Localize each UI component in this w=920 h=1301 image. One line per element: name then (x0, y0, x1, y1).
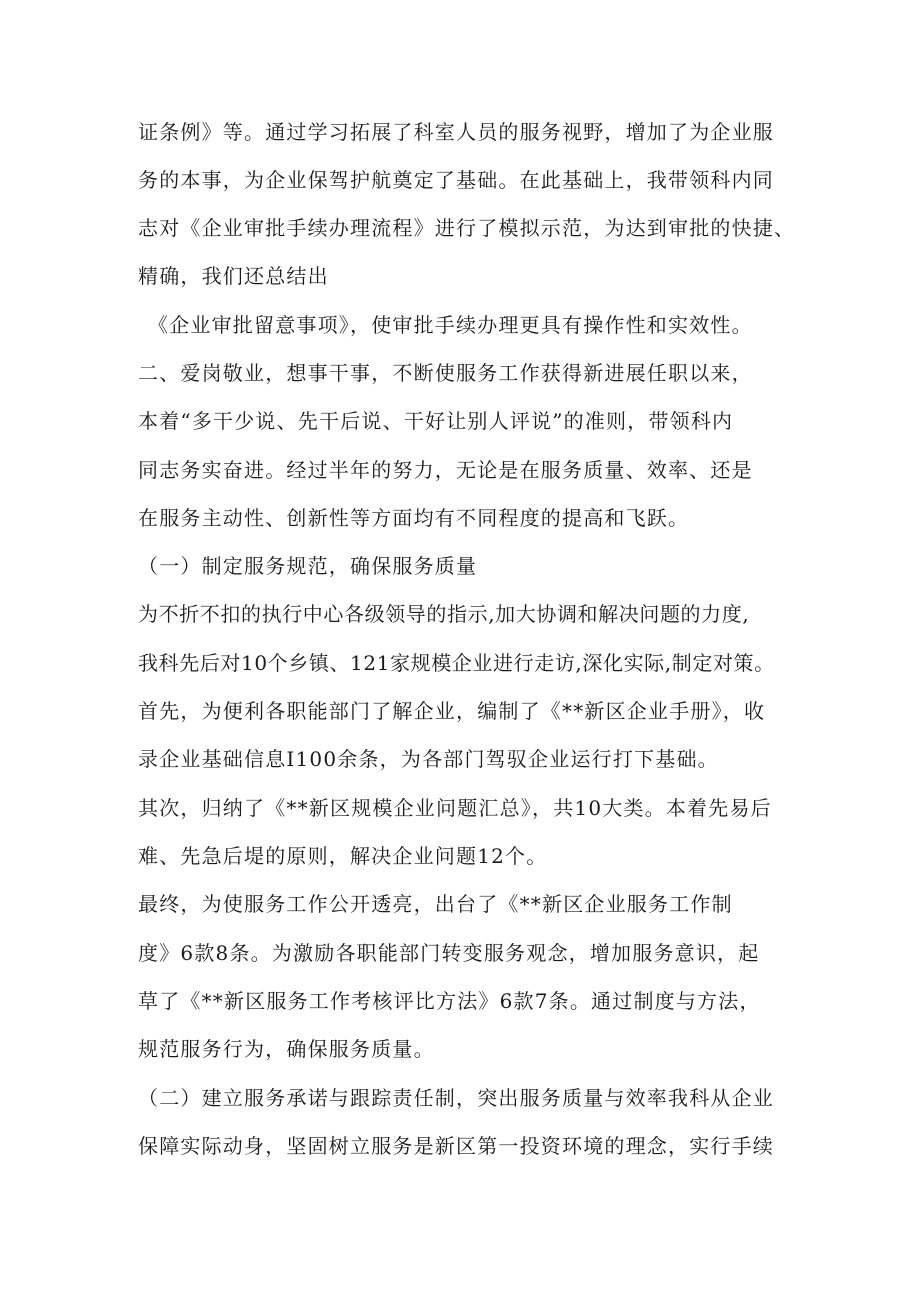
text-line: 精确，我们还总结出 (138, 264, 329, 288)
text-line: 其次，归纳了《**新区规模企业问题汇总》，共10大类。本着先易后 (138, 796, 772, 820)
text-line: 同志务实奋进。经过半年的努力，无论是在服务质量、效率、还是 (138, 458, 753, 482)
text-line: 度》6款8条。为激励各职能部门转变服务观念，增加服务意识，起 (138, 941, 760, 965)
text-line: 难、先急后堤的原则，解决企业问题12个。 (138, 844, 548, 868)
text-line: 草了《**新区服务工作考核评比方法》6款7条。通过制度与方法， (138, 989, 761, 1013)
text-line: 《企业审批留意事项》，使审批手续办理更具有操作性和实效性。 (148, 313, 753, 337)
text-line: 我科先后对10个乡镇、121家规模企业进行走访,深化实际,制定对策。 (138, 651, 775, 675)
subsection-heading: （二）建立服务承诺与跟踪责任制，突出服务质量与效率我科从企业 (138, 1086, 774, 1110)
text-line: 本着“多干少说、先干后说、干好让别人评说”的准则，带领科内 (138, 409, 734, 433)
section-heading: 二、爱岗敬业，想事干事，不断使服务工作获得新进展任职以来， (138, 361, 753, 385)
text-line: 规范服务行为，确保服务质量。 (138, 1037, 435, 1061)
text-line: 在服务主动性、创新性等方面均有不同程度的提高和飞跃。 (138, 506, 690, 530)
text-line: 保障实际动身，坚固树立服务是新区第一投资环境的理念，实行手续 (138, 1134, 774, 1158)
text-line: 证条例》等。通过学习拓展了科室人员的服务视野，增加了为企业服 (138, 120, 774, 144)
text-line: 首先，为便利各职能部门了解企业，编制了《**新区企业手册》，收 (138, 699, 766, 723)
subsection-heading: （一）制定服务规范，确保服务质量 (138, 554, 478, 578)
text-line: 为不折不扣的执行中心各级领导的指示,加大协调和解决问题的力度, (138, 602, 750, 626)
text-line: 录企业基础信息I100余条，为各部门驾驭企业运行打下基础。 (138, 747, 719, 771)
text-line: 务的本事，为企业保驾护航奠定了基础。在此基础上，我带领科内同 (138, 168, 774, 192)
text-line: 志对《企业审批手续办理流程》进行了模拟示范，为达到审批的快捷、 (138, 216, 796, 240)
text-line: 最终，为使服务工作公开透亮，出台了《**新区企业服务工作制 (138, 892, 733, 916)
